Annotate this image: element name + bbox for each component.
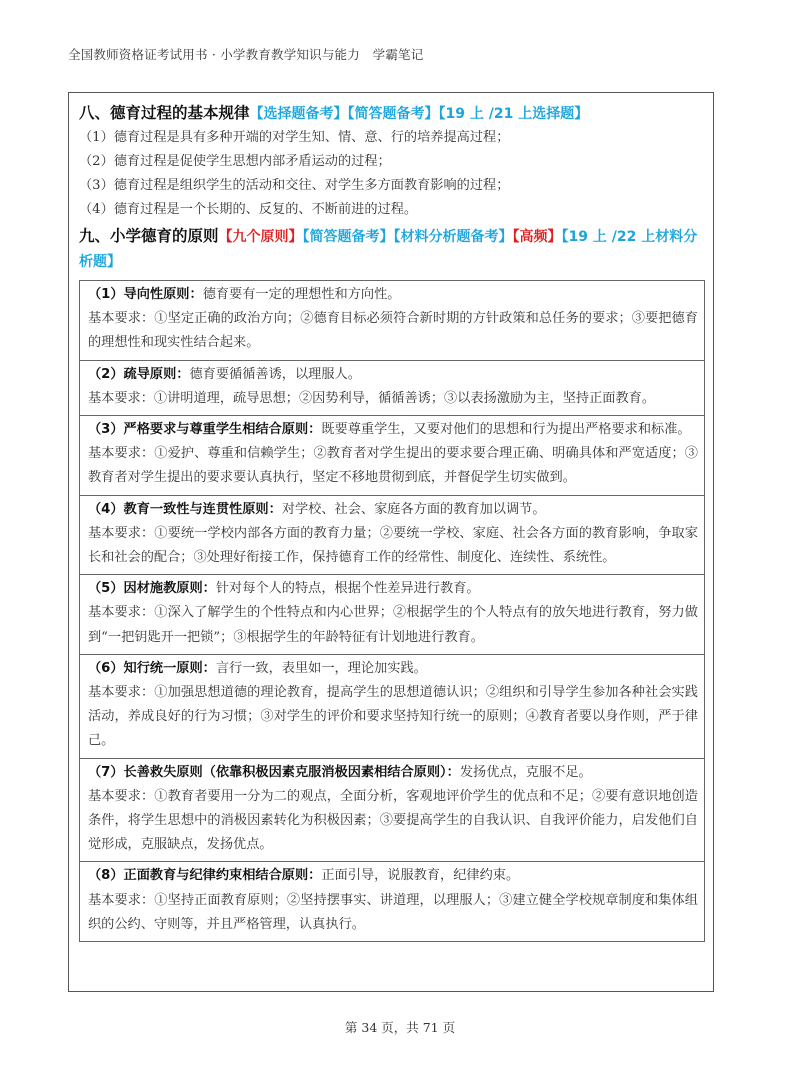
principle-name: （1）导向性原则： [88,287,203,302]
principle-cell [80,861,704,941]
page-number: 第 34 页，共 71 页 [344,1020,456,1035]
principle-name: （5）因材施教原则： [88,581,216,597]
principle-desc: 言行一致，表里如一，理论加实践。 [215,660,427,676]
principle-cell [80,415,704,495]
principle-name: （7）长善救失原则（依靠积极因素克服消极因素相结合原则）： [88,764,460,780]
principle-desc: 发扬优点，克服不足。 [459,764,592,780]
principle-name: （4）教育一致性与连贯性原则： [88,501,282,517]
principle-name: （3）严格要求与尊重学生相结合原则： [88,422,322,438]
section8-item: （3）德育过程是组织学生的活动和交往、对学生多方面教育影响的过程； [79,178,510,193]
section8-tag: 【19 上 /21 上选择题】 [438,106,589,122]
principle-cell [80,758,704,862]
principle-name: （8）正面教育与纪律约束相结合原则： [88,868,322,884]
principle-name: （2）疏导原则： [88,366,190,382]
principle-requirements: 基本要求：①教育者要用一分为二的观点，全面分析，客观地评价学生的优点和不足；②要有意识地创造条件，将学生思想中的消极因素转化为积极因素；③要提高学生的自我认识、自我评价能力，启发他们自觉形成，克服缺点，发扬优点。 [88,788,698,853]
section8-item: （1）德育过程是具有多种开端的对学生知、情、意、行的培养提高过程； [79,130,510,145]
principle-cell [80,360,704,415]
section9-heading [79,224,705,274]
principle-desc: 既要尊重学生，又要对他们的思想和行为提出严格要求和标准。 [321,422,691,438]
section8-heading [79,101,705,126]
section9-tag: 【材料分析题备考】 [393,229,513,245]
principle-desc: 对学校、社会、家庭各方面的教育加以调节。 [281,501,546,517]
section9-tag: 【简答题备考】 [302,229,394,245]
principle-requirements: 基本要求：①坚定正确的政治方向；②德育目标必须符合新时期的方针政策和总任务的要求；③要把德育的理想性和现实性结合起来。 [88,311,698,351]
principle-name: （6）知行统一原则： [88,660,216,676]
section9-title: 九、小学德育的原则 [79,227,219,245]
page-header: 全国教师资格证考试用书 · 小学教育教学知识与能力 学霸笔记 [68,47,424,62]
principle-requirements: 基本要求：①要统一学校内部各方面的教育力量；②要统一学校、家庭、社会各方面的教育影响，争取家长和社会的配合；③处理好衔接工作，保持德育工作的经常性、制度化、连续性、系统性。 [88,525,698,566]
principle-requirements: 基本要求：①讲明道理，疏导思想；②因势利导，循循善诱；③以表扬激励为主，坚持正面教育。 [88,390,656,406]
principle-cell [80,281,704,360]
content-area [79,101,705,942]
principle-desc: 德育要有一定的理想性和方向性。 [202,287,401,302]
principle-desc: 正面引导，说服教育，纪律约束。 [321,868,520,884]
principles-table [79,280,705,942]
section8-title: 八、德育过程的基本规律 [79,104,250,122]
principle-requirements: 基本要求：①深入了解学生的个性特点和内心世界；②根据学生的个人特点有的放矢地进行教育，努力做到“一把钥匙开一把锁”；③根据学生的年龄特征有计划地进行教育。 [88,605,698,645]
section8-item: （2）德育过程是促使学生思想内部矛盾运动的过程； [79,154,391,169]
section8-tag: 【选择题备考】 [249,106,348,122]
section8-item: （4）德育过程是一个长期的、反复的、不断前进的过程。 [79,202,418,217]
principle-desc: 德育要循循善诱，以理服人。 [189,366,361,382]
section9-tag: 【九个原则】 [218,229,303,245]
principle-cell [80,495,704,575]
principle-cell [80,654,704,758]
principle-desc: 针对每个人的特点，根据个性差异进行教育。 [215,581,480,597]
section9-tag: 【高频】 [512,229,562,245]
section9-tag: 【19 上 /22 上材料分析题】 [79,229,698,270]
principle-requirements: 基本要求：①爱护、尊重和信赖学生；②教育者对学生提出的要求要合理正确、明确具体和严宽适度；③教育者对学生提出的要求要认真执行，坚定不移地贯彻到底，并督促学生切实做到。 [88,446,698,486]
principle-requirements: 基本要求：①加强思想道德的理论教育，提高学生的思想道德认识；②组织和引导学生参加各种社会实践活动，养成良好的行为习惯；③对学生的评价和要求坚持知行统一的原则；④教育者要以身作则，严于律己。 [88,685,698,749]
principle-cell [80,574,704,654]
principle-requirements: 基本要求：①坚持正面教育原则；②坚持摆事实、讲道理，以理服人；③建立健全学校规章制度和集体组织的公约、守则等，并且严格管理，认真执行。 [88,892,698,932]
section8-tag: 【简答题备考】 [347,106,439,122]
content-frame [68,92,714,992]
